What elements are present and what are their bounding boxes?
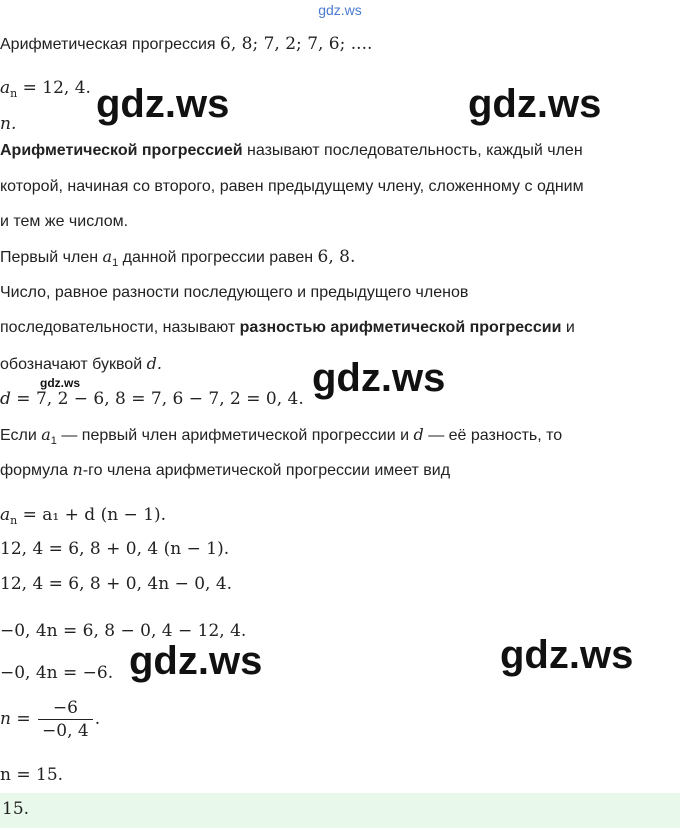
given-nth-term: $a_n = 12$, 4. <box>0 78 91 100</box>
answer-value: 15. <box>2 799 30 819</box>
given-value: = 12, 4. <box>22 78 91 98</box>
watermark-small: gdz.ws <box>40 376 81 390</box>
definition-line-2: которой, начиная со второго, равен предыдущему члену, сложенному с одним <box>0 178 584 195</box>
step-rearrange: −0, 4n = 6, 8 − 0, 4 − 12, 4. <box>0 621 247 641</box>
difference-def-line-1: Число, равное разности последующего и предыдущего членов <box>0 284 469 301</box>
problem-sequence: 6, 8; 7, 2; 7, 6; .... <box>220 34 373 54</box>
step-substitute: 12, 4 = 6, 8 + 0, 4 (n − 1). <box>0 539 230 559</box>
watermark: gdz.ws <box>129 639 263 683</box>
definition-line-3: и тем же числом. <box>0 213 129 230</box>
watermark: gdz.ws <box>500 633 634 677</box>
formula-intro-line-1: Если $a_1$ — первый член арифметической прогрессии и d — её разность, то <box>0 425 563 447</box>
formula-intro-line-2: формула n-го члена арифметической прогрессии имеет вид <box>0 460 451 479</box>
top-watermark: gdz.ws <box>318 2 362 18</box>
difference-def-line-3: обозначают буквой d. <box>0 354 162 373</box>
step-result: n = 15. <box>0 765 64 785</box>
problem-intro: Арифметическая прогрессия <box>0 36 216 53</box>
step-expand: 12, 4 = 6, 8 + 0, 4n − 0, 4. <box>0 574 233 594</box>
step-formula: $a_n = a_1 + d$ (n − 1). <box>0 505 167 527</box>
step-simplify: −0, 4n = −6. <box>0 663 114 683</box>
first-term-line: Первый член $a_1$ данной прогрессии равен 6, 8. <box>0 247 356 269</box>
watermark: gdz.ws <box>96 82 230 126</box>
answer-box <box>0 793 680 828</box>
problem-statement <box>0 33 372 56</box>
difference-term: разностью арифметической прогрессии <box>239 319 562 336</box>
fraction: $\frac{-6}{-0, 4}$ <box>38 697 93 742</box>
definition-term: Арифметической прогрессией <box>0 142 243 159</box>
watermark: gdz.ws <box>468 82 602 126</box>
step-fraction: n = $\frac{-6}{-0, 4}$ . <box>0 698 101 741</box>
watermark: gdz.ws <box>312 356 446 400</box>
definition-line-1: Арифметической прогрессией называют последовательность, каждый член <box>0 142 583 159</box>
unknown-n: n. <box>0 114 17 134</box>
difference-def-line-2: последовательности, называют разностью арифметической прогрессии и <box>0 319 575 336</box>
difference-calc: d = 7, 2 − 6, 8 = 7, 6 − 7, 2 = 0, 4. <box>0 389 304 409</box>
